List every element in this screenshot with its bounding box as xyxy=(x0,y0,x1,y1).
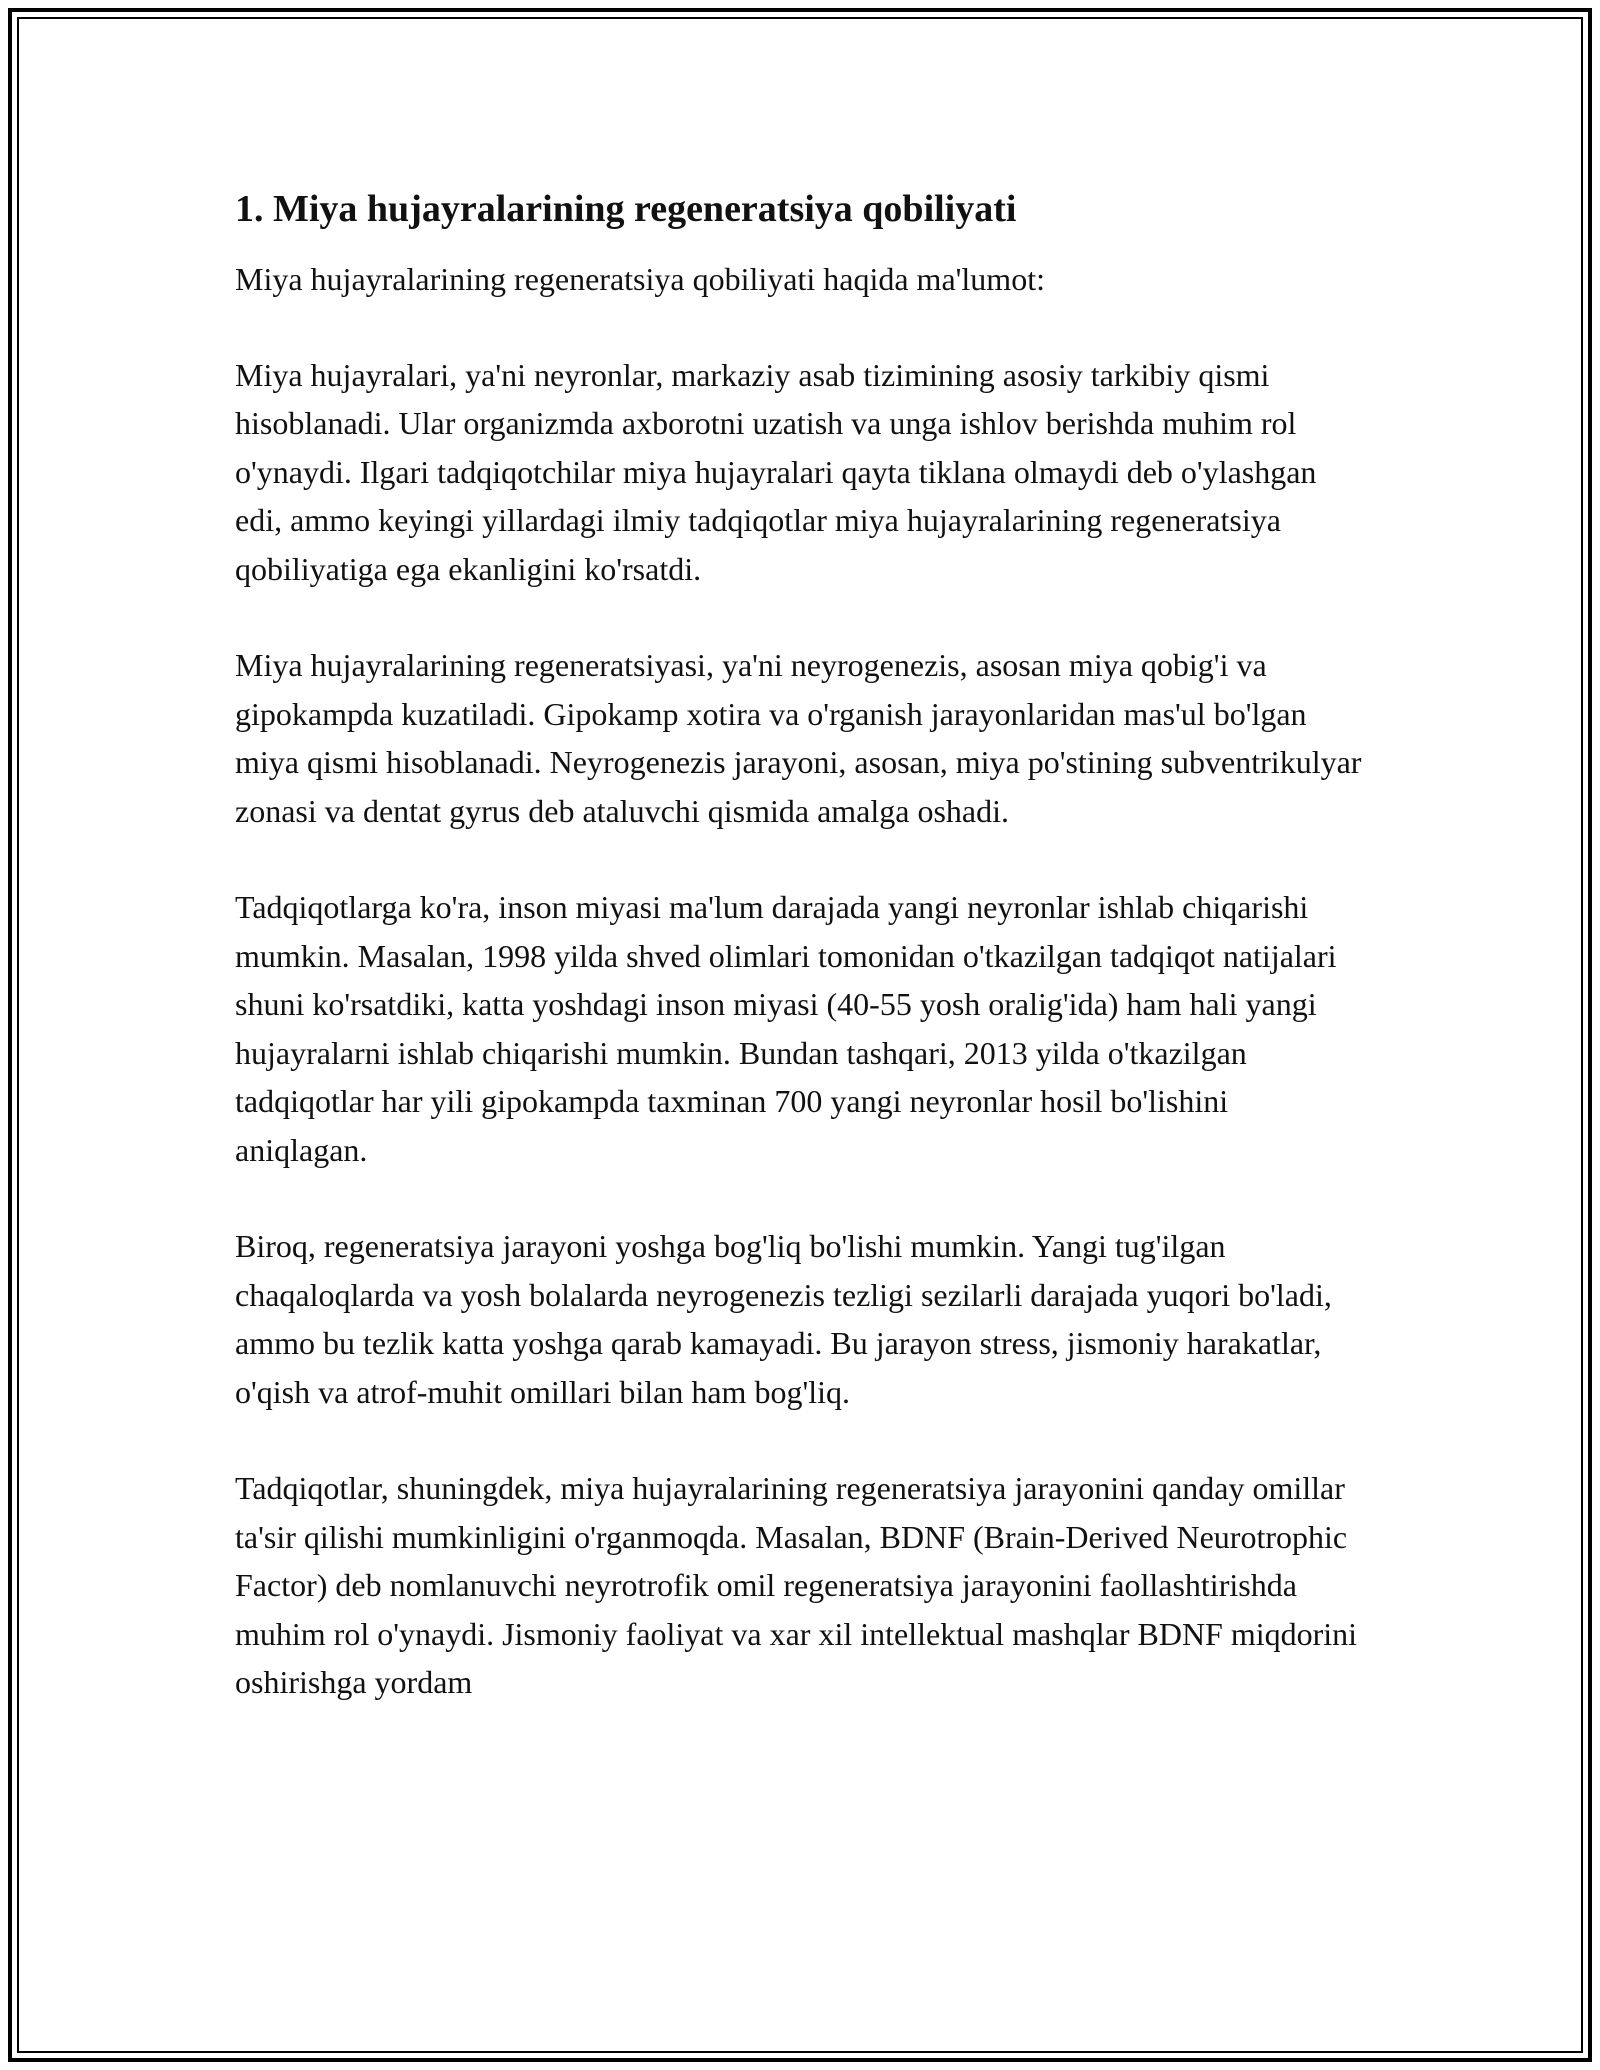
paragraph-4: Biroq, regeneratsiya jarayoni yoshga bog'liq bo'lishi mumkin. Yangi tug'ilgan chaqaloqlarda va yosh bolalarda neyrogenezis tezligi sezilarli darajada yuqori bo'ladi, ammo bu tezlik katta yoshga qarab kamayadi. Bu jarayon stress, jismoniy harakatlar, o'qish va atrof-muhit omillari bilan ham bog'liq. xyxy=(235,1228,1332,1410)
paragraph-5: Tadqiqotlar, shuningdek, miya hujayralarining regeneratsiya jarayonini qanday omillar ta'sir qilishi mumkinligini o'rganmoqda. Masalan, BDNF (Brain-Derived Neurotrophic Factor) deb nomlanuvchi neyrotrofik omil regeneratsiya jarayonini faollashtirishda muhim rol o'ynaydi. Jismoniy faoliyat va xar xil intellektual mashqlar BDNF miqdorini oshirishga yordam xyxy=(235,1470,1358,1701)
paragraph-2: Miya hujayralarining regeneratsiyasi, ya'ni neyrogenezis, asosan miya qobig'i va gipokampda kuzatiladi. Gipokamp xotira va o'rganish jarayonlaridan mas'ul bo'lgan miya qismi hisoblanadi. Neyrogenezis jarayoni, asosan, miya po'stining subventrikulyar zonasi va dentat gyrus deb ataluvchi qismida amalga oshadi. xyxy=(235,647,1362,829)
document-body xyxy=(235,187,1365,1707)
paragraph-3: Tadqiqotlarga ko'ra, inson miyasi ma'lum darajada yangi neyronlar ishlab chiqarishi mumkin. Masalan, 1998 yilda shved olimlari tomonidan o'tkazilgan tadqiqot natijalari shuni ko'rsatdiki, katta yoshdagi inson miyasi (40-55 yosh oralig'ida) ham hali yangi hujayralarni ishlab chiqarishi mumkin. Bundan tashqari, 2013 yilda o'tkazilgan tadqiqotlar har yili gipokampda taxminan 700 yangi neyronlar hosil bo'lishini aniqlagan. xyxy=(235,889,1337,1168)
section-heading: 1. Miya hujayralarining regeneratsiya qobiliyati xyxy=(235,188,1017,230)
intro-line: Miya hujayralarining regeneratsiya qobiliyati haqida ma'lumot: xyxy=(235,260,1045,297)
paragraph-1: Miya hujayralari, ya'ni neyronlar, markaziy asab tizimining asosiy tarkibiy qismi hisoblanadi. Ular organizmda axborotni uzatish va unga ishlov berishda muhim rol o'ynaydi. Ilgari tadqiqotchilar miya hujayralari qayta tiklana olmaydi deb o'ylashgan edi, ammo keyingi yillardagi ilmiy tadqiqotlar miya hujayralarining regeneratsiya qobiliyatiga ega ekanligini ko'rsatdi. xyxy=(235,356,1317,587)
